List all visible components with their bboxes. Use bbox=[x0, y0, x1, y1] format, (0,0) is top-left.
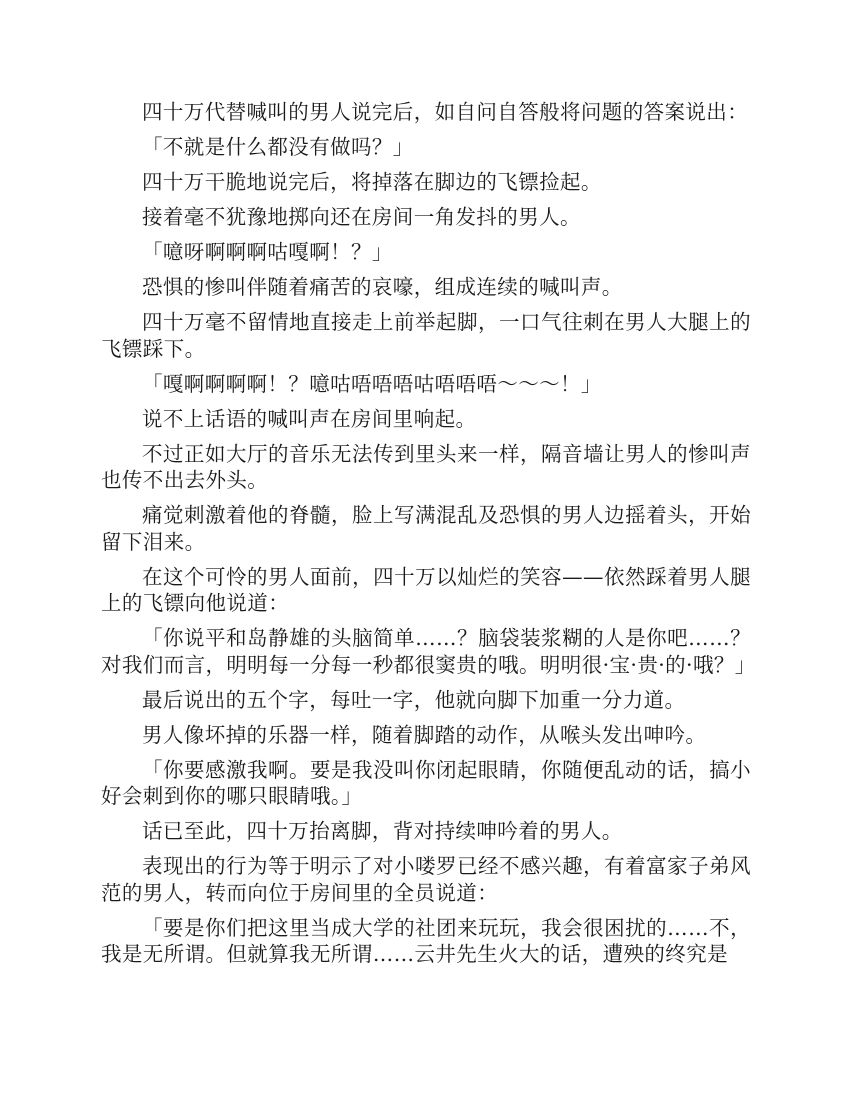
paragraph: 四十万代替喊叫的男人说完后，如自问自答般将问题的答案说出： bbox=[142, 100, 749, 124]
dialogue-paragraph: 「噫呀啊啊啊咕嘎啊！？」 bbox=[142, 240, 393, 264]
paragraph: 最后说出的五个字，每吐一字，他就向脚下加重一分力道。 bbox=[142, 687, 686, 712]
paragraph: 接着毫不犹豫地掷向还在房间一角发抖的男人。 bbox=[142, 205, 581, 229]
paragraph: 四十万干脆地说完后，将掉落在脚边的飞镖捡起。 bbox=[142, 170, 602, 194]
paragraph: 不过正如大厅的音乐无法传到里头来一样，隔音墙让男人的惨叫声也传不出去外头。 bbox=[101, 441, 751, 492]
paragraph: 男人像坏掉的乐器一样，随着脚踏的动作，从喉头发出呻吟。 bbox=[142, 722, 707, 747]
document-page bbox=[101, 99, 756, 976]
paragraph: 痛觉刺激着他的脊髓，脸上写满混乱及恐惧的男人边摇着头，开始留下泪来。 bbox=[101, 503, 751, 554]
dialogue-paragraph: 「不就是什么都没有做吗？」 bbox=[142, 135, 414, 159]
dialogue-paragraph: 「你说平和岛静雄的头脑简单……？脑袋装浆糊的人是你吧……？对我们而言，明明每一分每一秒都很窦贵的哦。明明很·宝·贵·的·哦？」 bbox=[101, 626, 756, 677]
dialogue-paragraph: 「嘎啊啊啊啊！？噫咕唔唔唔咕唔唔唔～～～！」 bbox=[142, 371, 602, 396]
paragraph: 表现出的行为等于明示了对小喽罗已经不感兴趣，有着富家子弟风范的男人，转而向位于房间里的全员说道： bbox=[101, 854, 751, 905]
paragraph: 恐惧的惨叫伴随着痛苦的哀嚎，组成连续的喊叫声。 bbox=[142, 275, 623, 299]
paragraph: 说不上话语的喊叫声在房间里响起。 bbox=[142, 406, 477, 431]
paragraph: 四十万毫不留情地直接走上前举起脚，一口气往刺在男人大腿上的飞镖踩下。 bbox=[101, 310, 751, 361]
paragraph: 话已至此，四十万抬离脚，背对持续呻吟着的男人。 bbox=[142, 819, 623, 843]
dialogue-paragraph: 「你要感激我啊。要是我没叫你闭起眼睛，你随便乱动的话，搞小好会刺到你的哪只眼睛哦。」 bbox=[101, 757, 751, 808]
dialogue-paragraph: 「要是你们把这里当成大学的社团来玩玩，我会很困扰的……不，我是无所谓。但就算我无所谓……云井先生火大的话，遭殃的终究是 bbox=[101, 915, 751, 966]
paragraph: 在这个可怜的男人面前，四十万以灿烂的笑容——依然踩着男人腿上的飞镖向他说道： bbox=[101, 564, 751, 615]
